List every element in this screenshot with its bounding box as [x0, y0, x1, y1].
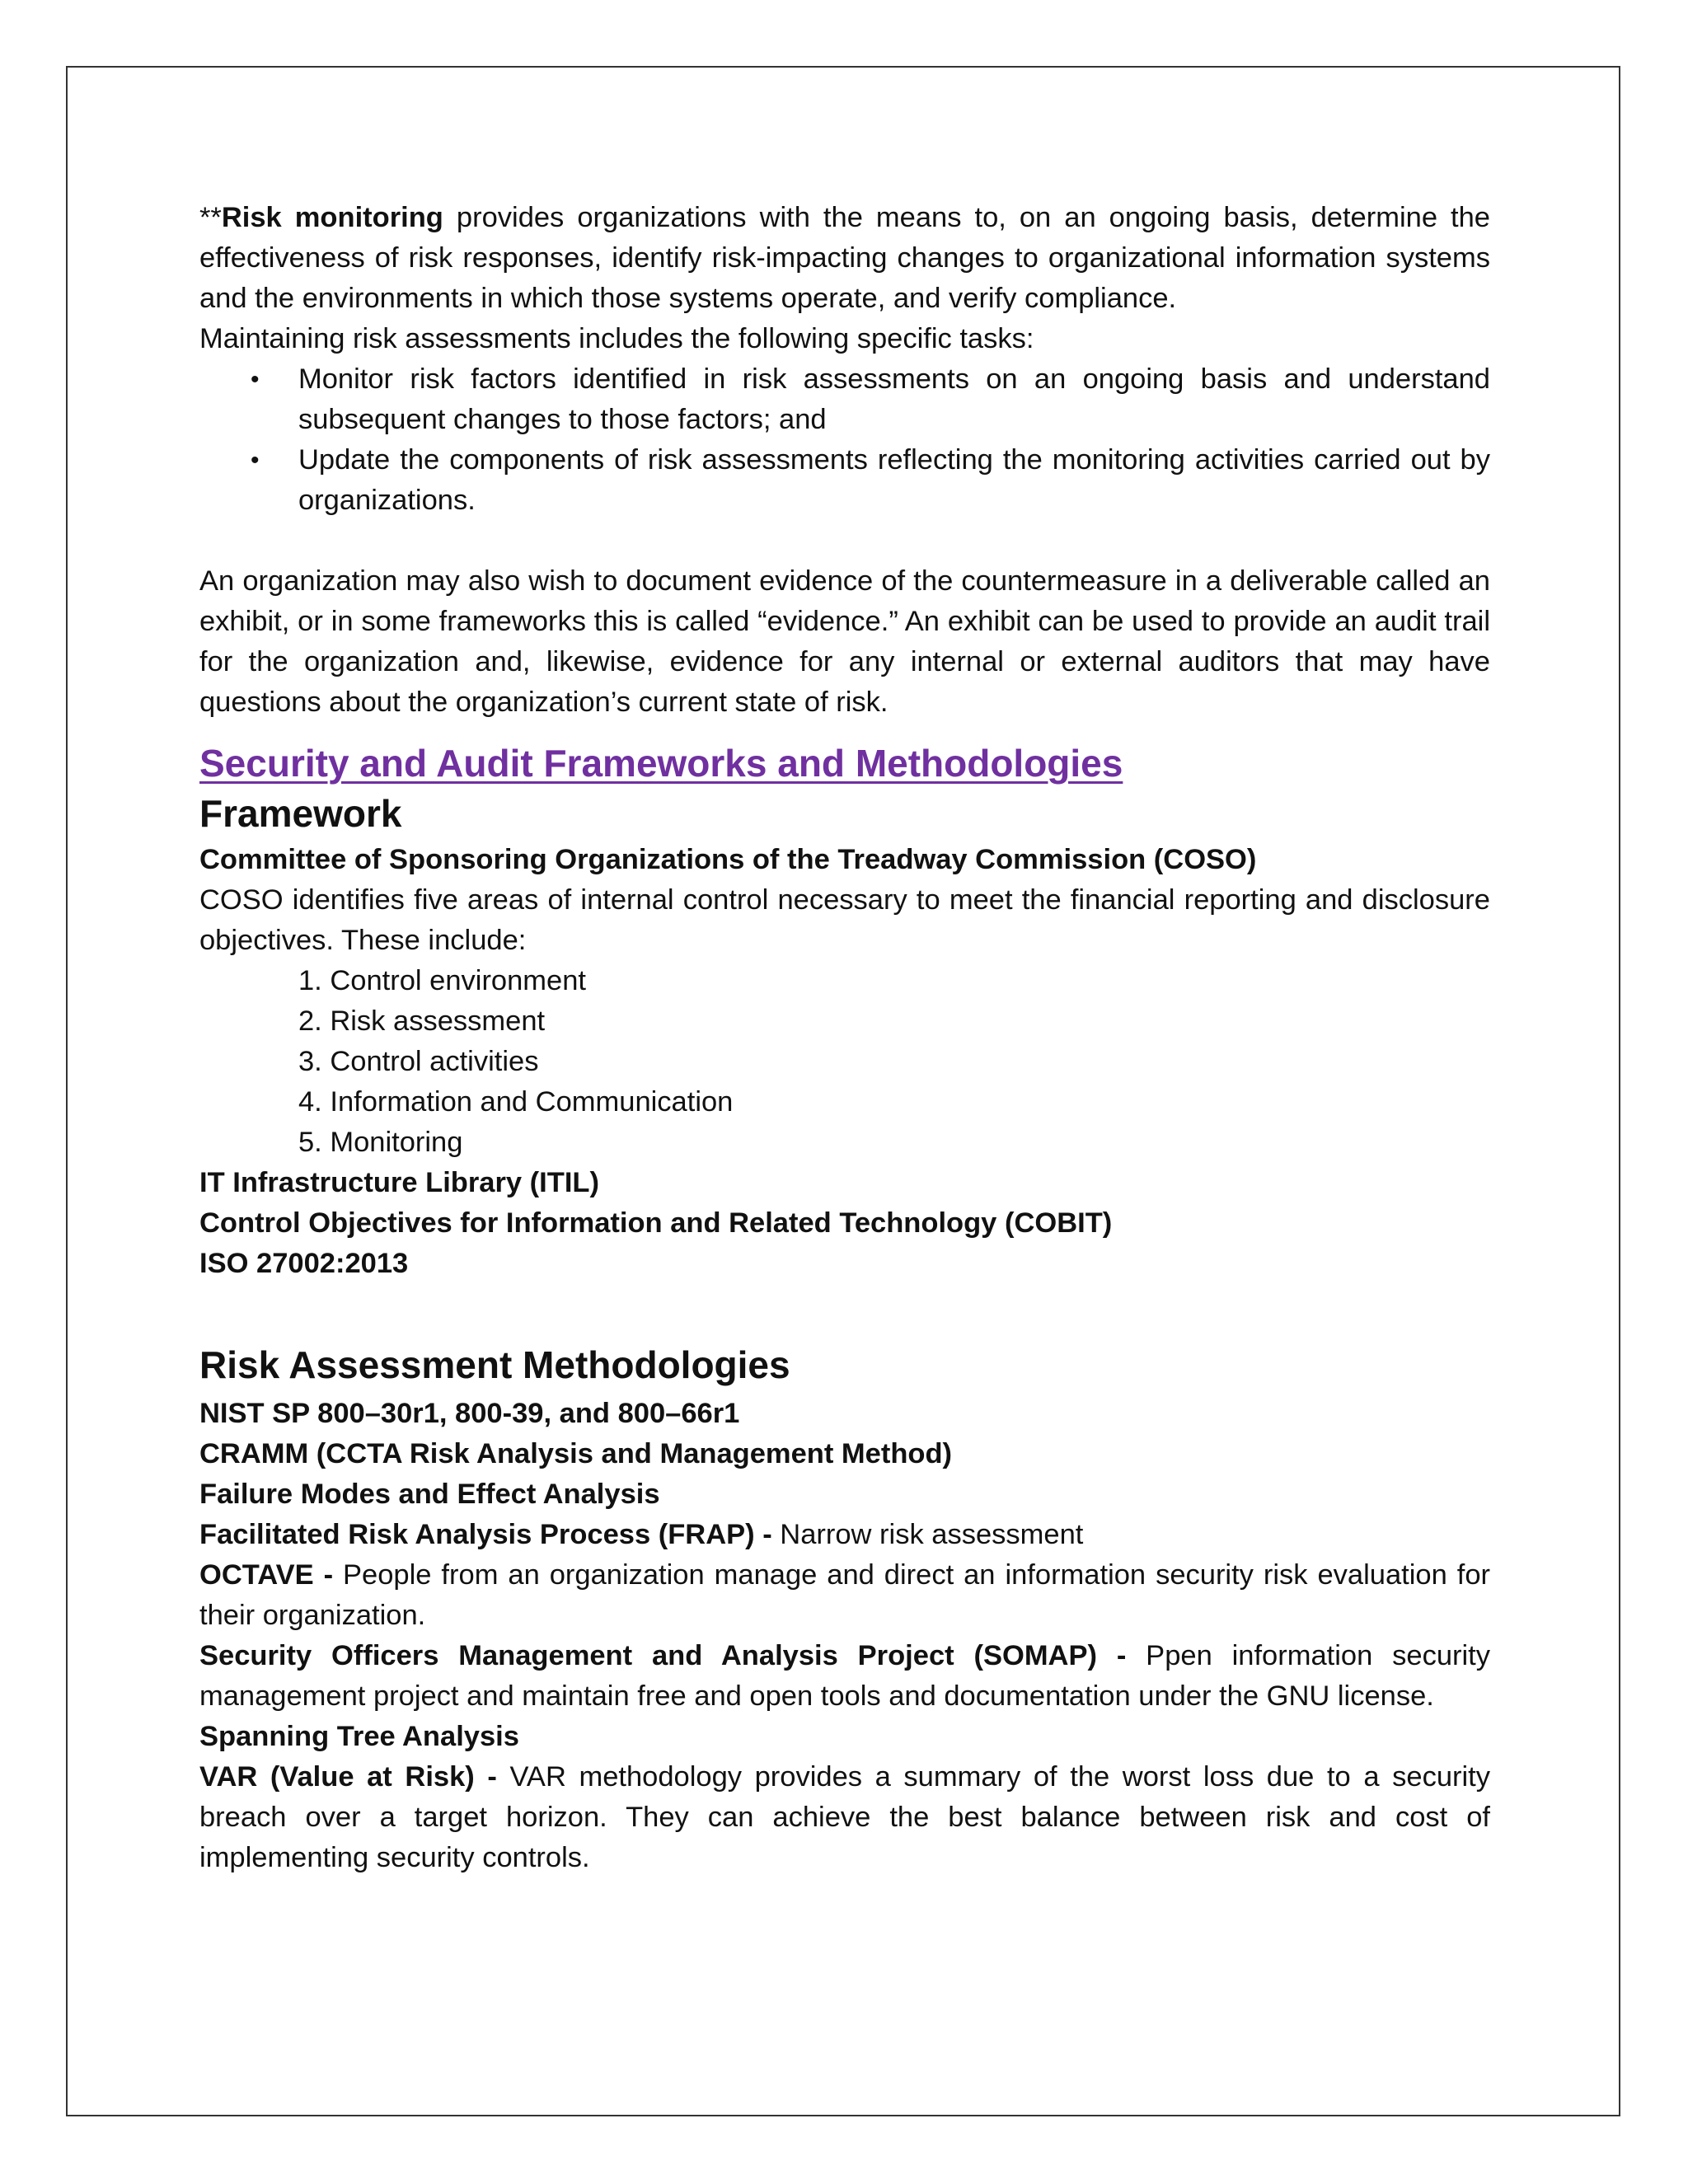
method-cramm: CRAMM (CCTA Risk Analysis and Management Method) [199, 1438, 953, 1469]
list-item: 2. Risk assessment [298, 1005, 546, 1037]
list-item: 4. Information and Communication [298, 1086, 734, 1118]
prefix-marker: ** [199, 202, 222, 233]
bullet-icon: • [251, 447, 260, 474]
method-fmea: Failure Modes and Effect Analysis [199, 1479, 660, 1510]
bullet-icon: • [251, 366, 260, 393]
framework-cobit: Control Objectives for Information and Related Technology (COBIT) [199, 1207, 1113, 1239]
octave-text: People from an organization manage and direct an information security risk evaluation for their organization. [199, 1559, 1491, 1631]
spacer [199, 521, 1490, 561]
list-item: 5. Monitoring [298, 1127, 463, 1158]
frap-text: Narrow risk assessment [771, 1519, 1084, 1550]
method-octave [199, 1555, 1490, 1636]
method-nist: NIST SP 800–30r1, 800-39, and 800–66r1 [199, 1398, 740, 1429]
somap-term: Security Officers Management and Analysis Project (SOMAP) - [199, 1640, 1127, 1671]
list-item: 3. Control activities [298, 1046, 539, 1077]
task-list [199, 359, 1490, 521]
maintaining-intro: Maintaining risk assessments includes the following specific tasks: [199, 323, 1034, 354]
task-text: Monitor risk factors identified in risk assessments on an ongoing basis and understand subsequent changes to those factors; and [298, 363, 1490, 435]
list-item [199, 440, 1490, 521]
method-frap [199, 1515, 1490, 1555]
risk-monitoring-paragraph [199, 198, 1490, 319]
document-body [199, 198, 1490, 1878]
frap-term: Facilitated Risk Analysis Process (FRAP) - [199, 1519, 772, 1550]
list-item: 1. Control environment [298, 965, 587, 996]
risk-assessment-heading: Risk Assessment Methodologies [199, 1343, 790, 1386]
var-term: VAR (Value at Risk) - [199, 1761, 497, 1793]
framework-heading: Framework [199, 792, 402, 835]
somap-text: Ppen information security management project and maintain free and open tools and documentation under the GNU license. [199, 1640, 1491, 1712]
method-spanning-tree: Spanning Tree Analysis [199, 1721, 519, 1752]
task-text: Update the components of risk assessments reflecting the monitoring activities carried out by organizations. [298, 444, 1490, 516]
method-var [199, 1757, 1490, 1878]
coso-list [199, 961, 1490, 1163]
risk-monitoring-term: Risk monitoring [221, 202, 443, 233]
section-title: Security and Audit Frameworks and Methodologies [199, 742, 1123, 785]
exhibit-paragraph: An organization may also wish to document evidence of the countermeasure in a deliverable called an exhibit, or in some frameworks this is called “evidence.” An exhibit can be used to provide an audit trail for the organization and, likewise, evidence for any internal or external auditors that may have questions about the organization’s current state of risk. [199, 565, 1490, 718]
list-item [199, 359, 1490, 440]
spacer [199, 1284, 1490, 1324]
coso-heading: Committee of Sponsoring Organizations of the Treadway Commission (COSO) [199, 844, 1257, 875]
octave-term: OCTAVE - [199, 1559, 334, 1591]
coso-intro: COSO identifies five areas of internal control necessary to meet the financial reporting and disclosure objectives. These include: [199, 884, 1490, 956]
risk-monitoring-text: provides organizations with the means to, on an ongoing basis, determine the effectiveness of risk responses, identify risk-impacting changes to organizational information systems and the environments in which those systems operate, and verify compliance. [199, 202, 1490, 314]
framework-itil: IT Infrastructure Library (ITIL) [199, 1167, 599, 1198]
method-somap [199, 1636, 1490, 1717]
framework-iso: ISO 27002:2013 [199, 1248, 409, 1279]
var-text: VAR methodology provides a summary of the worst loss due to a security breach over a target horizon. They can achieve the best balance between risk and cost of implementing security controls. [199, 1761, 1490, 1873]
